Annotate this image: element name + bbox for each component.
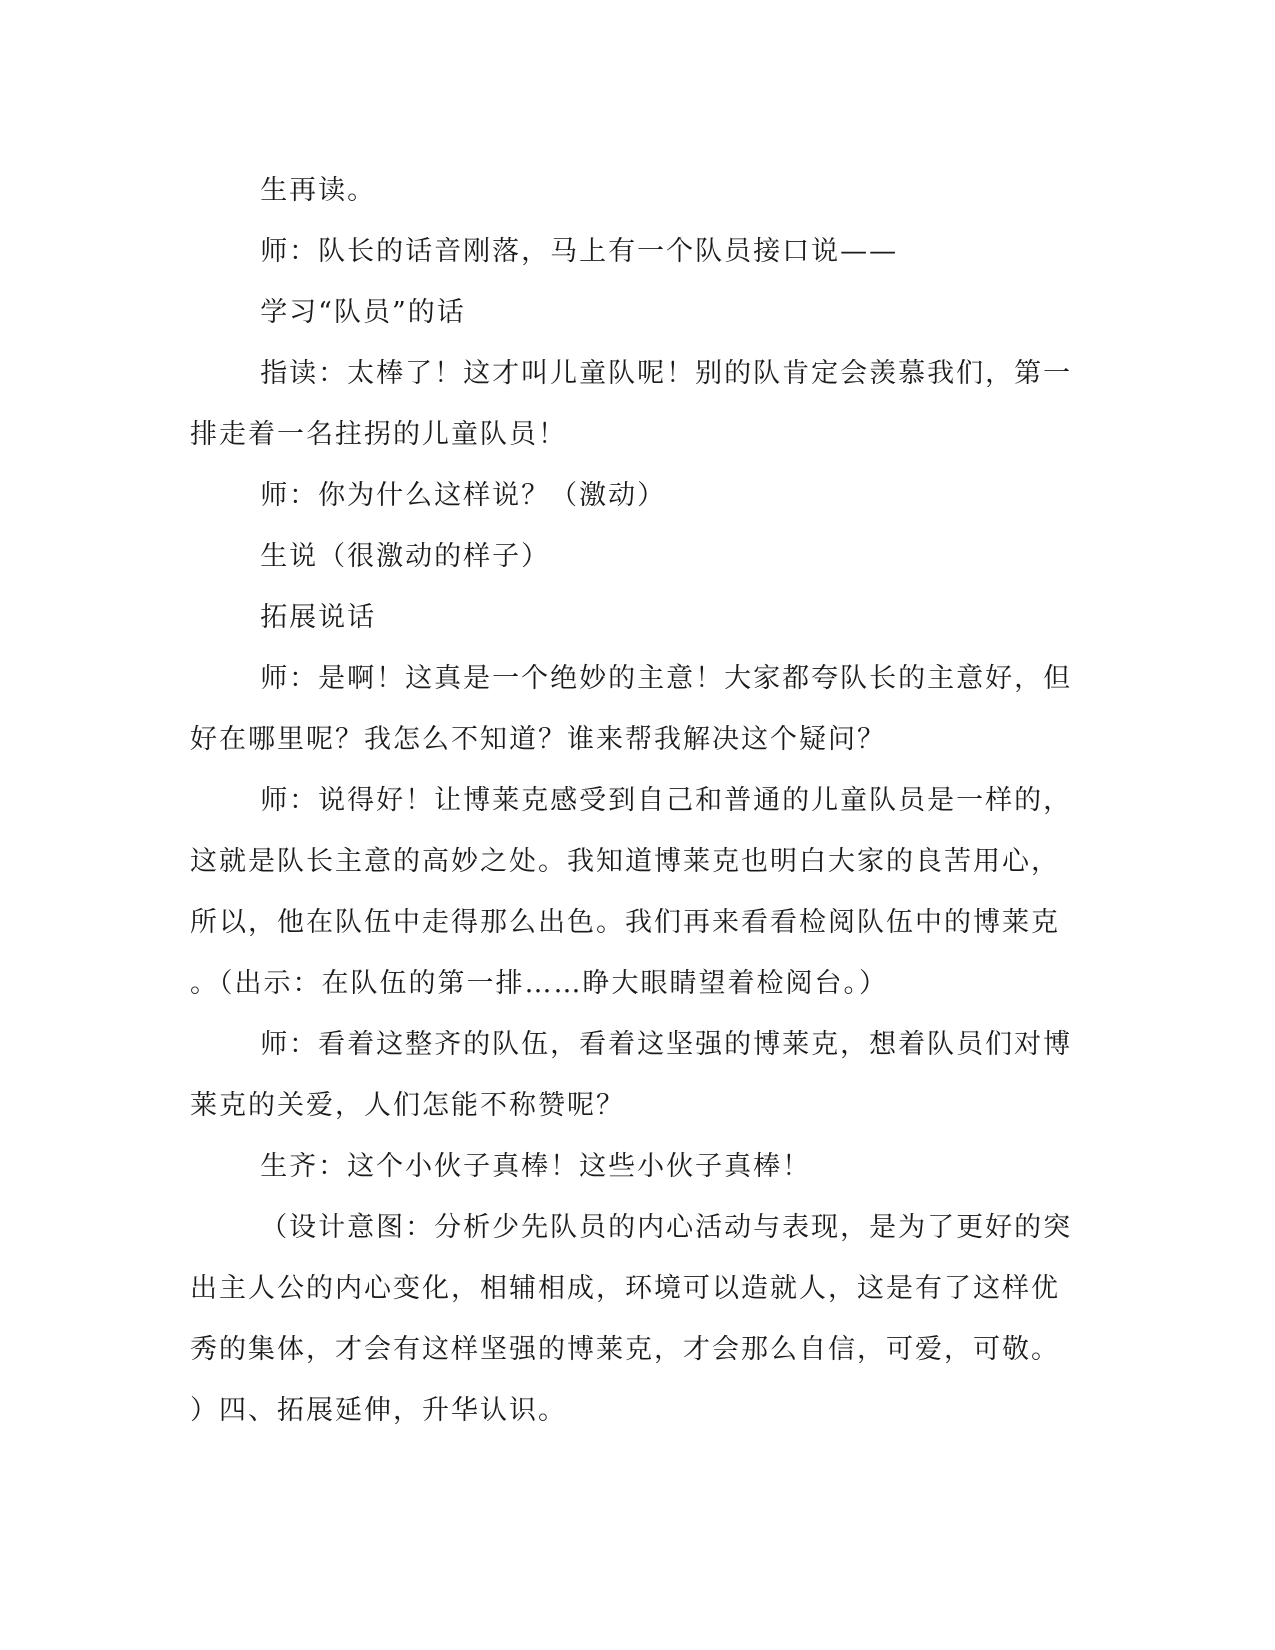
text-line: 生说（很激动的样子） xyxy=(260,541,551,572)
text-line: 出主人公的内心变化，相辅相成，环境可以造就人，这是有了这样优 xyxy=(190,1273,1060,1304)
paragraph xyxy=(190,1014,1073,1136)
text-line: 生再读。 xyxy=(260,175,377,206)
text-line: 所以，他在队伍中走得那么出色。我们再来看看检阅队伍中的博莱克 xyxy=(190,907,1060,938)
paragraph xyxy=(190,282,1070,343)
text-line: 拓展说话 xyxy=(260,602,377,633)
text-line: 师：队长的话音刚落，马上有一个队员接口说—— xyxy=(260,236,899,267)
paragraph xyxy=(190,465,1070,526)
text-line: 好在哪里呢？我怎么不知道？谁来帮我解决这个疑问？ xyxy=(190,724,886,755)
text-line: 师：看着这整齐的队伍，看着这坚强的博莱克，想着队员们对博 xyxy=(260,1029,1073,1060)
text-line: （设计意图：分析少先队员的内心活动与表现，是为了更好的突 xyxy=(260,1212,1073,1243)
text-line: 学习“队员”的话 xyxy=(260,297,466,328)
text-line: 师：说得好！让博莱克感受到自己和普通的儿童队员是一样的， xyxy=(260,785,1073,816)
paragraph xyxy=(190,770,1073,1014)
text-line: ）四、拓展延伸，升华认识。 xyxy=(190,1395,567,1426)
paragraph xyxy=(190,587,1070,648)
text-line: 莱克的关爱，人们怎能不称赞呢？ xyxy=(190,1090,625,1121)
text-line: 。（出示：在队伍的第一排……睁大眼睛望着检阅台。） xyxy=(190,968,888,999)
paragraph xyxy=(190,526,1070,587)
text-line: 生齐：这个小伙子真棒！这些小伙子真棒！ xyxy=(260,1151,812,1182)
document-body xyxy=(190,160,1073,1441)
paragraph xyxy=(190,648,1073,770)
text-line: 这就是队长主意的高妙之处。我知道博莱克也明白大家的良苦用心， xyxy=(190,846,1060,877)
paragraph xyxy=(190,343,1073,465)
text-line: 排走着一名拄拐的儿童队员！ xyxy=(190,419,567,450)
text-line: 师：是啊！这真是一个绝妙的主意！大家都夸队长的主意好，但 xyxy=(260,663,1073,694)
paragraph xyxy=(190,1136,1070,1197)
paragraph xyxy=(190,221,1070,282)
text-line: 师：你为什么这样说？（激动） xyxy=(260,480,667,511)
paragraph xyxy=(190,1197,1073,1441)
text-line: 指读：太棒了！这才叫儿童队呢！别的队肯定会羡慕我们，第一 xyxy=(260,358,1073,389)
text-line: 秀的集体，才会有这样坚强的博莱克，才会那么自信，可爱，可敬。 xyxy=(190,1334,1060,1365)
paragraph xyxy=(190,160,1070,221)
